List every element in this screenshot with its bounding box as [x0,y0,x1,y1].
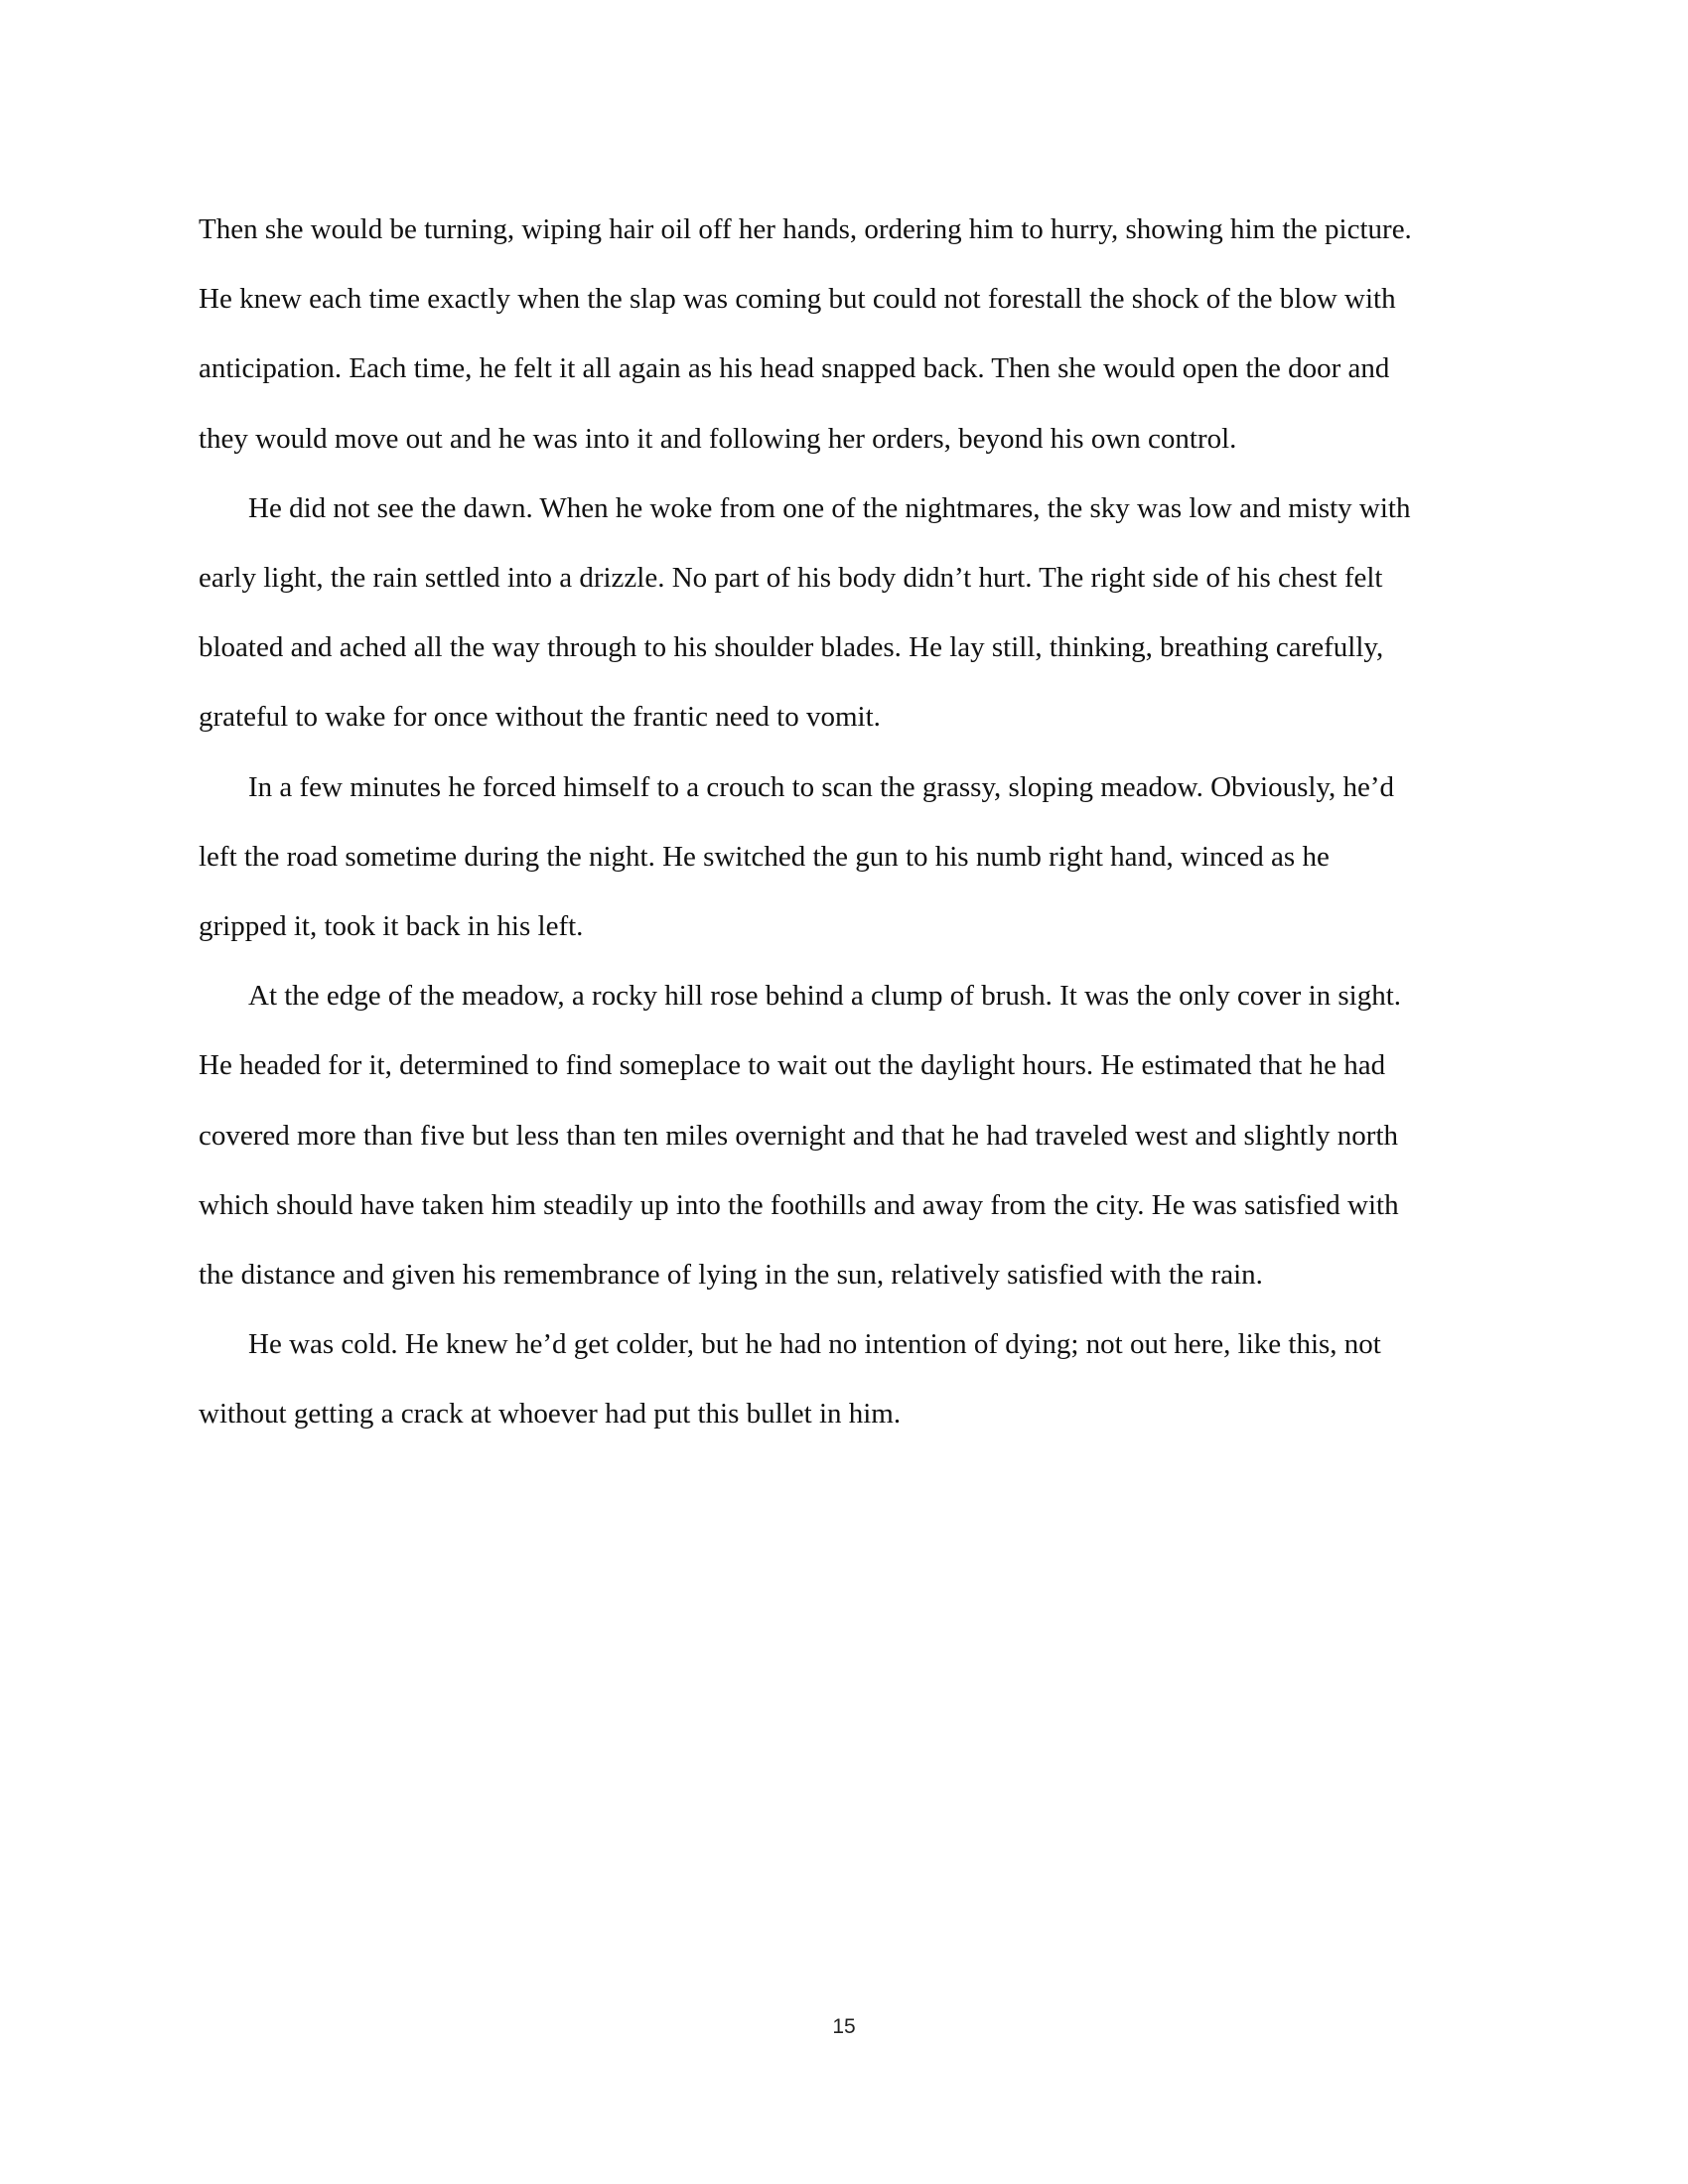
paragraph-1: Then she would be turning, wiping hair oil off her hands, ordering him to hurry, showing him the picture. He knew each time exactly when the slap was coming but could not forestall the shock of the blow with anticipation. Each time, he felt it all again as his head snapped back. Then she would open the door and they would move out and he was into it and following her orders, beyond his own control. [199,213,1412,455]
paragraph-5: He was cold. He knew he’d get colder, but he had no intention of dying; not out here, like this, not without getting a crack at whoever had put this bullet in him. [199,1328,1381,1431]
paragraph-2: He did not see the dawn. When he woke from one of the nightmares, the sky was low and misty with early light, the rain settled into a drizzle. No part of his body didn’t hurt. The right side of his chest felt bloated and ached all the way through to his shoulder blades. He lay still, thinking, breathing carefully, grateful to wake for once without the frantic need to vomit. [199,491,1411,734]
body-text [199,195,1489,1449]
paragraph-3: In a few minutes he forced himself to a crouch to scan the grassy, sloping meadow. Obviously, he’d left the road sometime during the night. He switched the gun to his numb right hand, winced as he gripped it, took it back in his left. [199,770,1395,943]
page-number: 15 [832,2015,856,2038]
paragraph-4: At the edge of the meadow, a rocky hill rose behind a clump of brush. It was the only cover in sight. He headed for it, determined to find someplace to wait out the daylight hours. He estimated that he had covered more than five but less than ten miles overnight and that he had traveled west and slightly north which should have taken him steadily up into the foothills and away from the city. He was satisfied with the distance and given his remembrance of lying in the sun, relatively satisfied with the rain. [199,980,1402,1292]
